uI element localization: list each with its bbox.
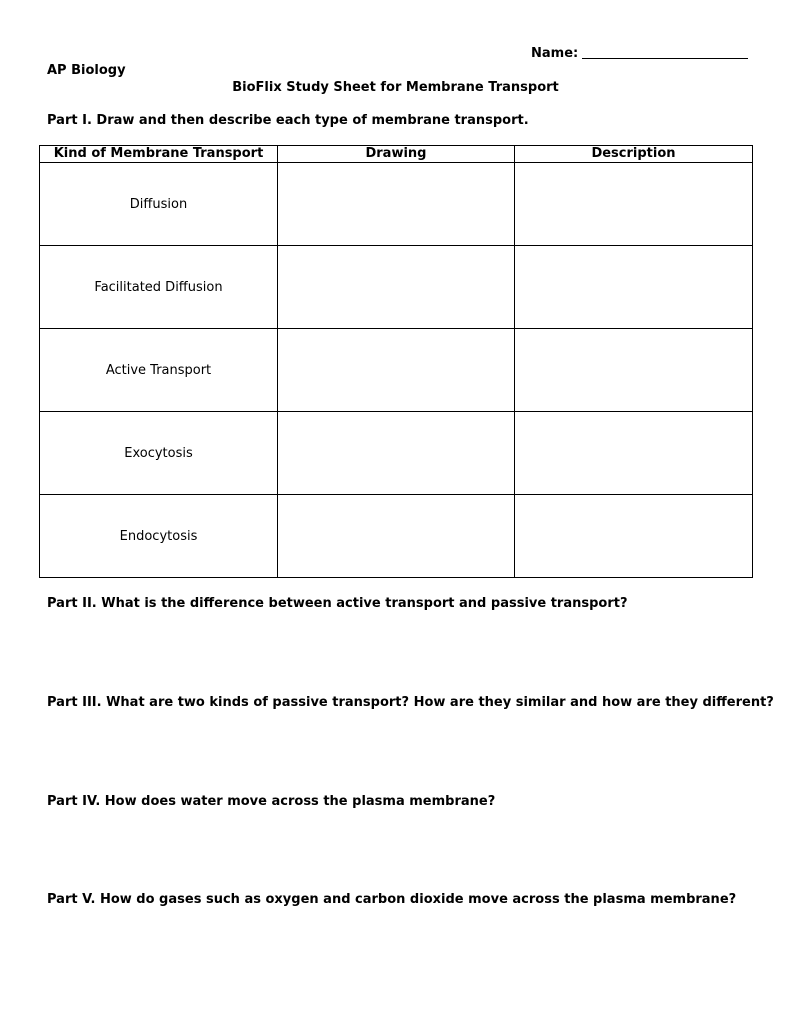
part5-question: Part V. How do gases such as oxygen and carbon dioxide move across the plasma membrane? bbox=[47, 892, 737, 907]
table-row bbox=[40, 246, 753, 329]
description-cell[interactable] bbox=[515, 246, 753, 329]
table-row bbox=[40, 163, 753, 246]
drawing-cell[interactable] bbox=[278, 412, 515, 495]
description-cell[interactable] bbox=[515, 495, 753, 578]
page-title: BioFlix Study Sheet for Membrane Transport bbox=[232, 80, 559, 95]
row-label-diffusion: Diffusion bbox=[40, 163, 278, 246]
part4-question: Part IV. How does water move across the plasma membrane? bbox=[47, 794, 496, 809]
header-kind: Kind of Membrane Transport bbox=[40, 146, 278, 163]
drawing-cell[interactable] bbox=[278, 329, 515, 412]
description-cell[interactable] bbox=[515, 329, 753, 412]
part1-prompt: Part I. Draw and then describe each type of membrane transport. bbox=[47, 113, 529, 128]
drawing-cell[interactable] bbox=[278, 495, 515, 578]
header-drawing: Drawing bbox=[278, 146, 515, 163]
membrane-transport-table bbox=[39, 145, 753, 578]
header-description: Description bbox=[515, 146, 753, 163]
table-row bbox=[40, 329, 753, 412]
name-label: Name: bbox=[531, 46, 579, 61]
part3-question: Part III. What are two kinds of passive transport? How are they similar and how are they different? bbox=[47, 695, 774, 710]
row-label-facilitated-diffusion: Facilitated Diffusion bbox=[40, 246, 278, 329]
description-cell[interactable] bbox=[515, 412, 753, 495]
drawing-cell[interactable] bbox=[278, 246, 515, 329]
table-header-row bbox=[40, 146, 753, 163]
part2-question: Part II. What is the difference between active transport and passive transport? bbox=[47, 596, 628, 611]
description-cell[interactable] bbox=[515, 163, 753, 246]
row-label-endocytosis: Endocytosis bbox=[40, 495, 278, 578]
name-blank-line[interactable] bbox=[582, 58, 748, 59]
table-row bbox=[40, 495, 753, 578]
row-label-exocytosis: Exocytosis bbox=[40, 412, 278, 495]
drawing-cell[interactable] bbox=[278, 163, 515, 246]
name-field[interactable] bbox=[531, 46, 748, 61]
course-label: AP Biology bbox=[47, 63, 126, 78]
row-label-active-transport: Active Transport bbox=[40, 329, 278, 412]
table-row bbox=[40, 412, 753, 495]
